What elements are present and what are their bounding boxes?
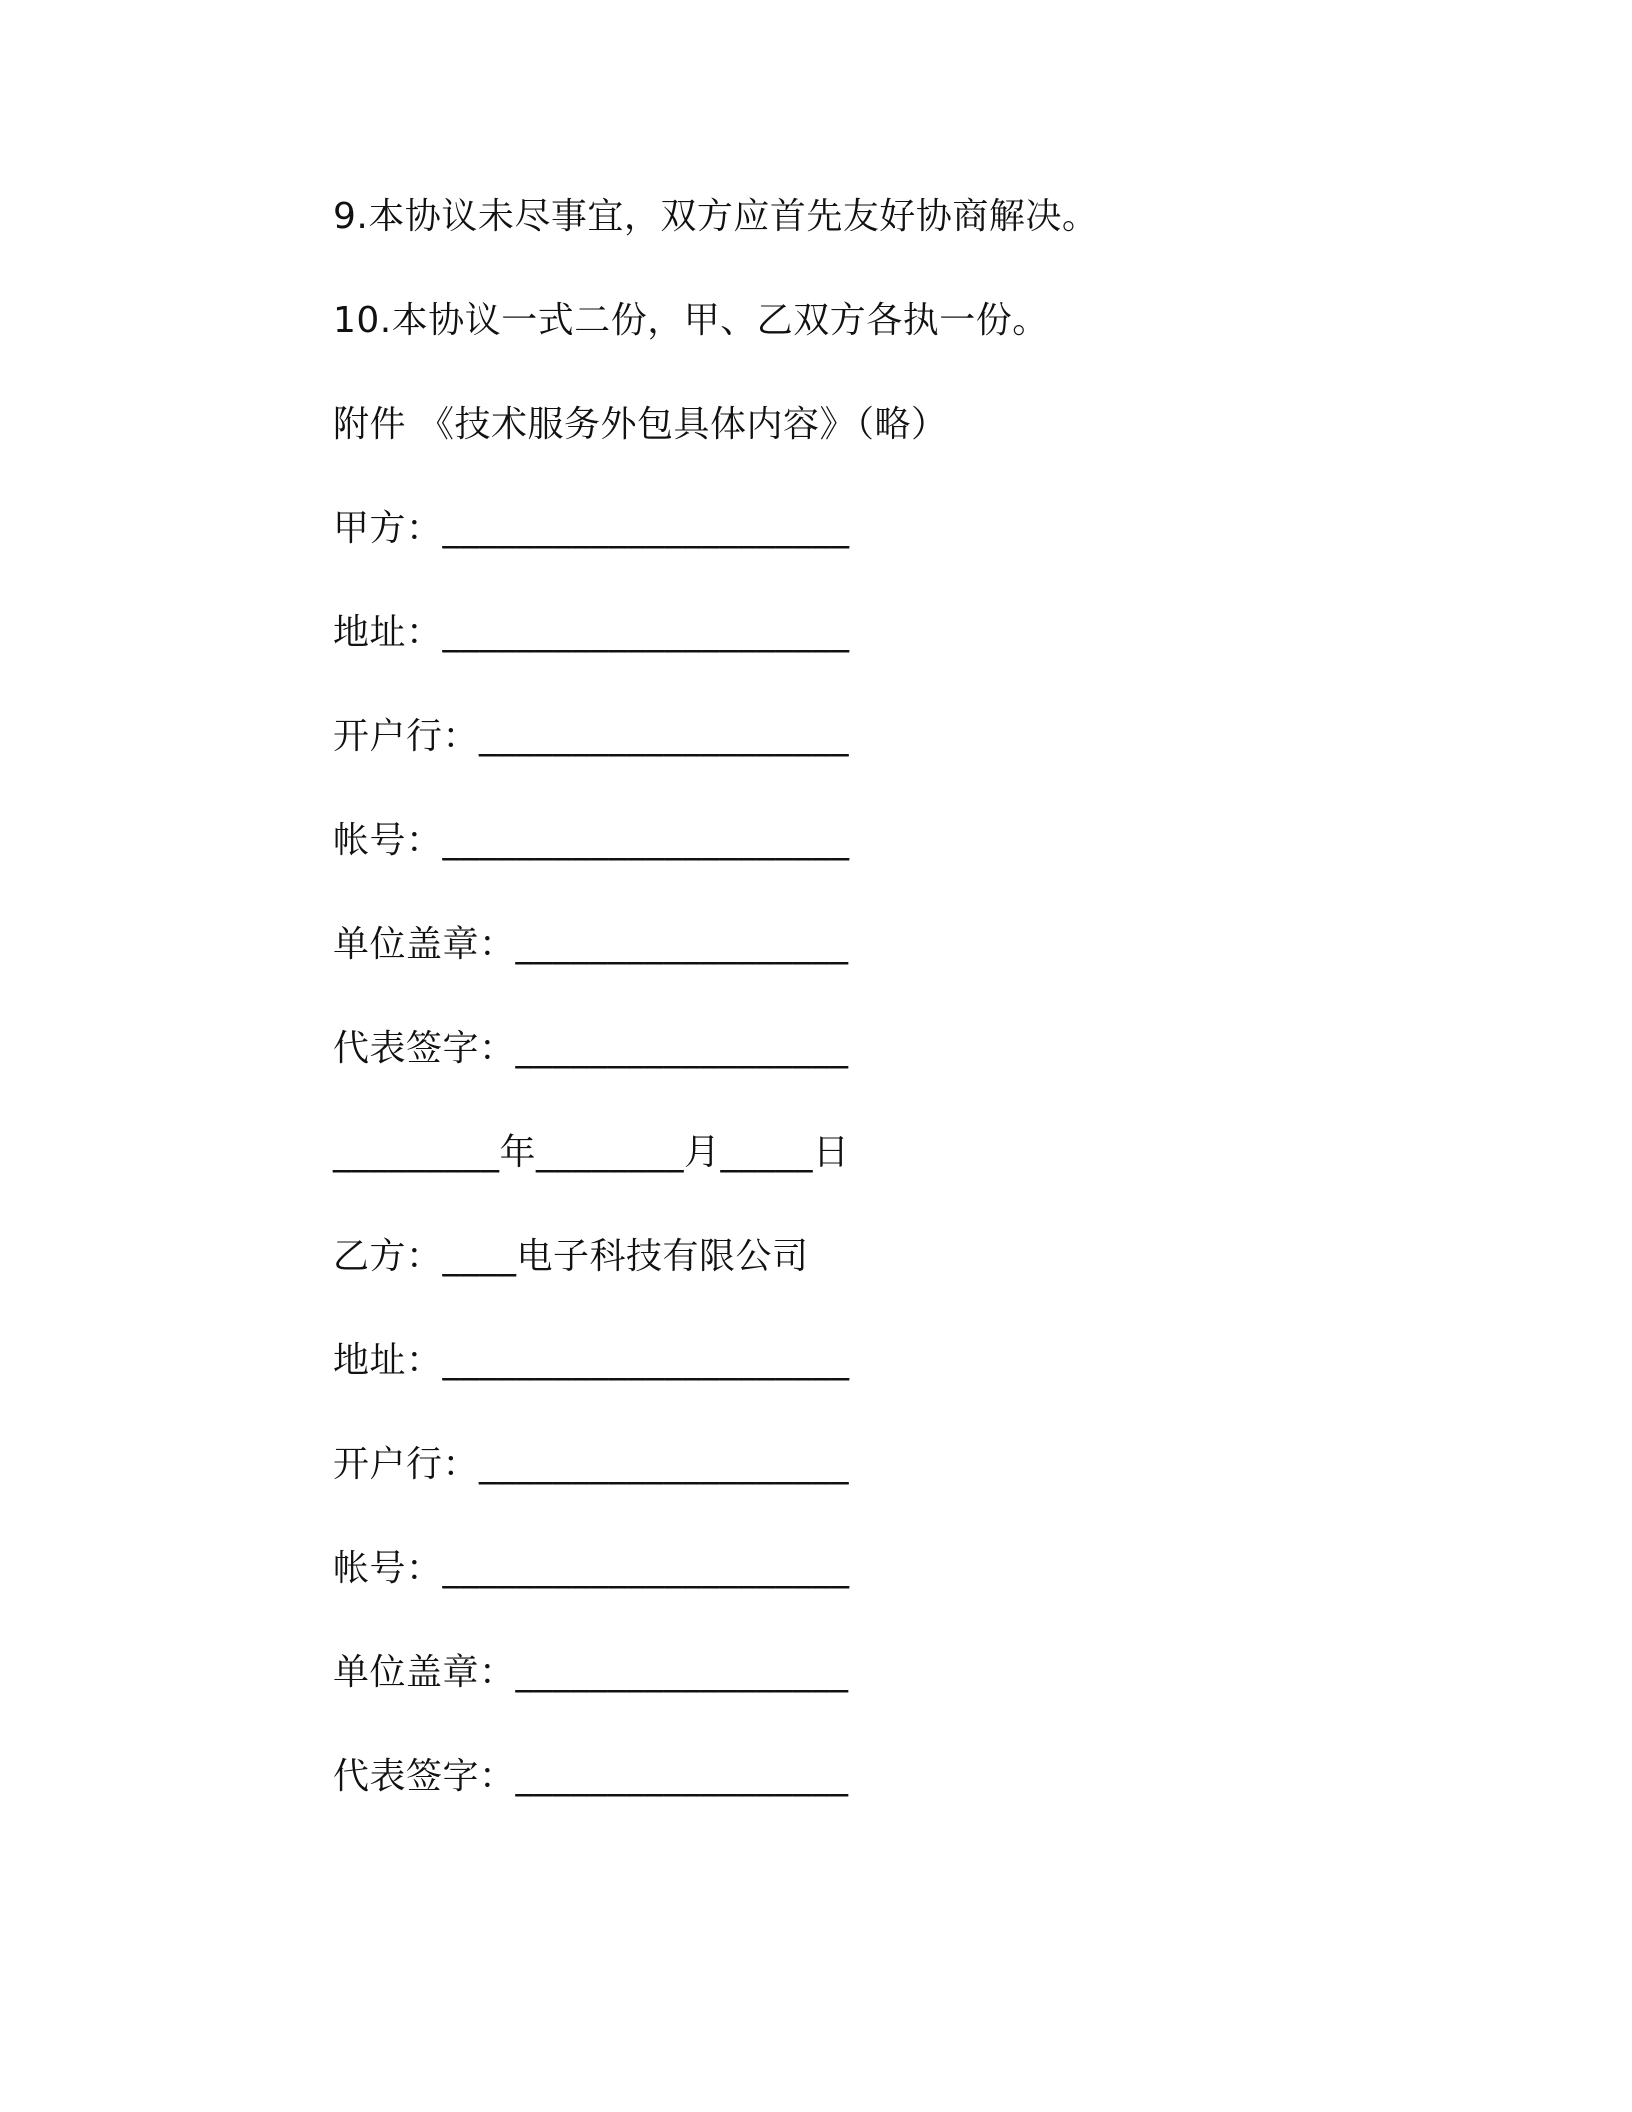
document-body — [333, 185, 1433, 1849]
party-b-name-field: 乙方：____电子科技有限公司 — [333, 1236, 809, 1277]
clause-9: 9.本协议未尽事宜，双方应首先友好协商解决。 — [333, 196, 1099, 237]
clause-10: 10.本协议一式二份，甲、乙双方各执一份。 — [333, 300, 1049, 341]
party-a-account-field: 帐号：______________________ — [333, 820, 850, 861]
party-a-date-field: _________年________月_____日 — [333, 1132, 850, 1173]
party-b-signature-field: 代表签字：__________________ — [333, 1756, 849, 1797]
attachment-note: 附件 《技术服务外包具体内容》（略） — [333, 404, 948, 445]
party-b-bank-field: 开户行：____________________ — [333, 1444, 850, 1485]
party-b-seal-field: 单位盖章：__________________ — [333, 1652, 849, 1693]
party-a-name-field: 甲方：______________________ — [333, 508, 850, 549]
party-a-address-field: 地址：______________________ — [333, 612, 850, 653]
party-a-bank-field: 开户行：____________________ — [333, 716, 850, 757]
party-b-address-field: 地址：______________________ — [333, 1340, 850, 1381]
party-a-signature-field: 代表签字：__________________ — [333, 1028, 849, 1069]
party-b-account-field: 帐号：______________________ — [333, 1548, 850, 1589]
party-a-seal-field: 单位盖章：__________________ — [333, 924, 849, 965]
